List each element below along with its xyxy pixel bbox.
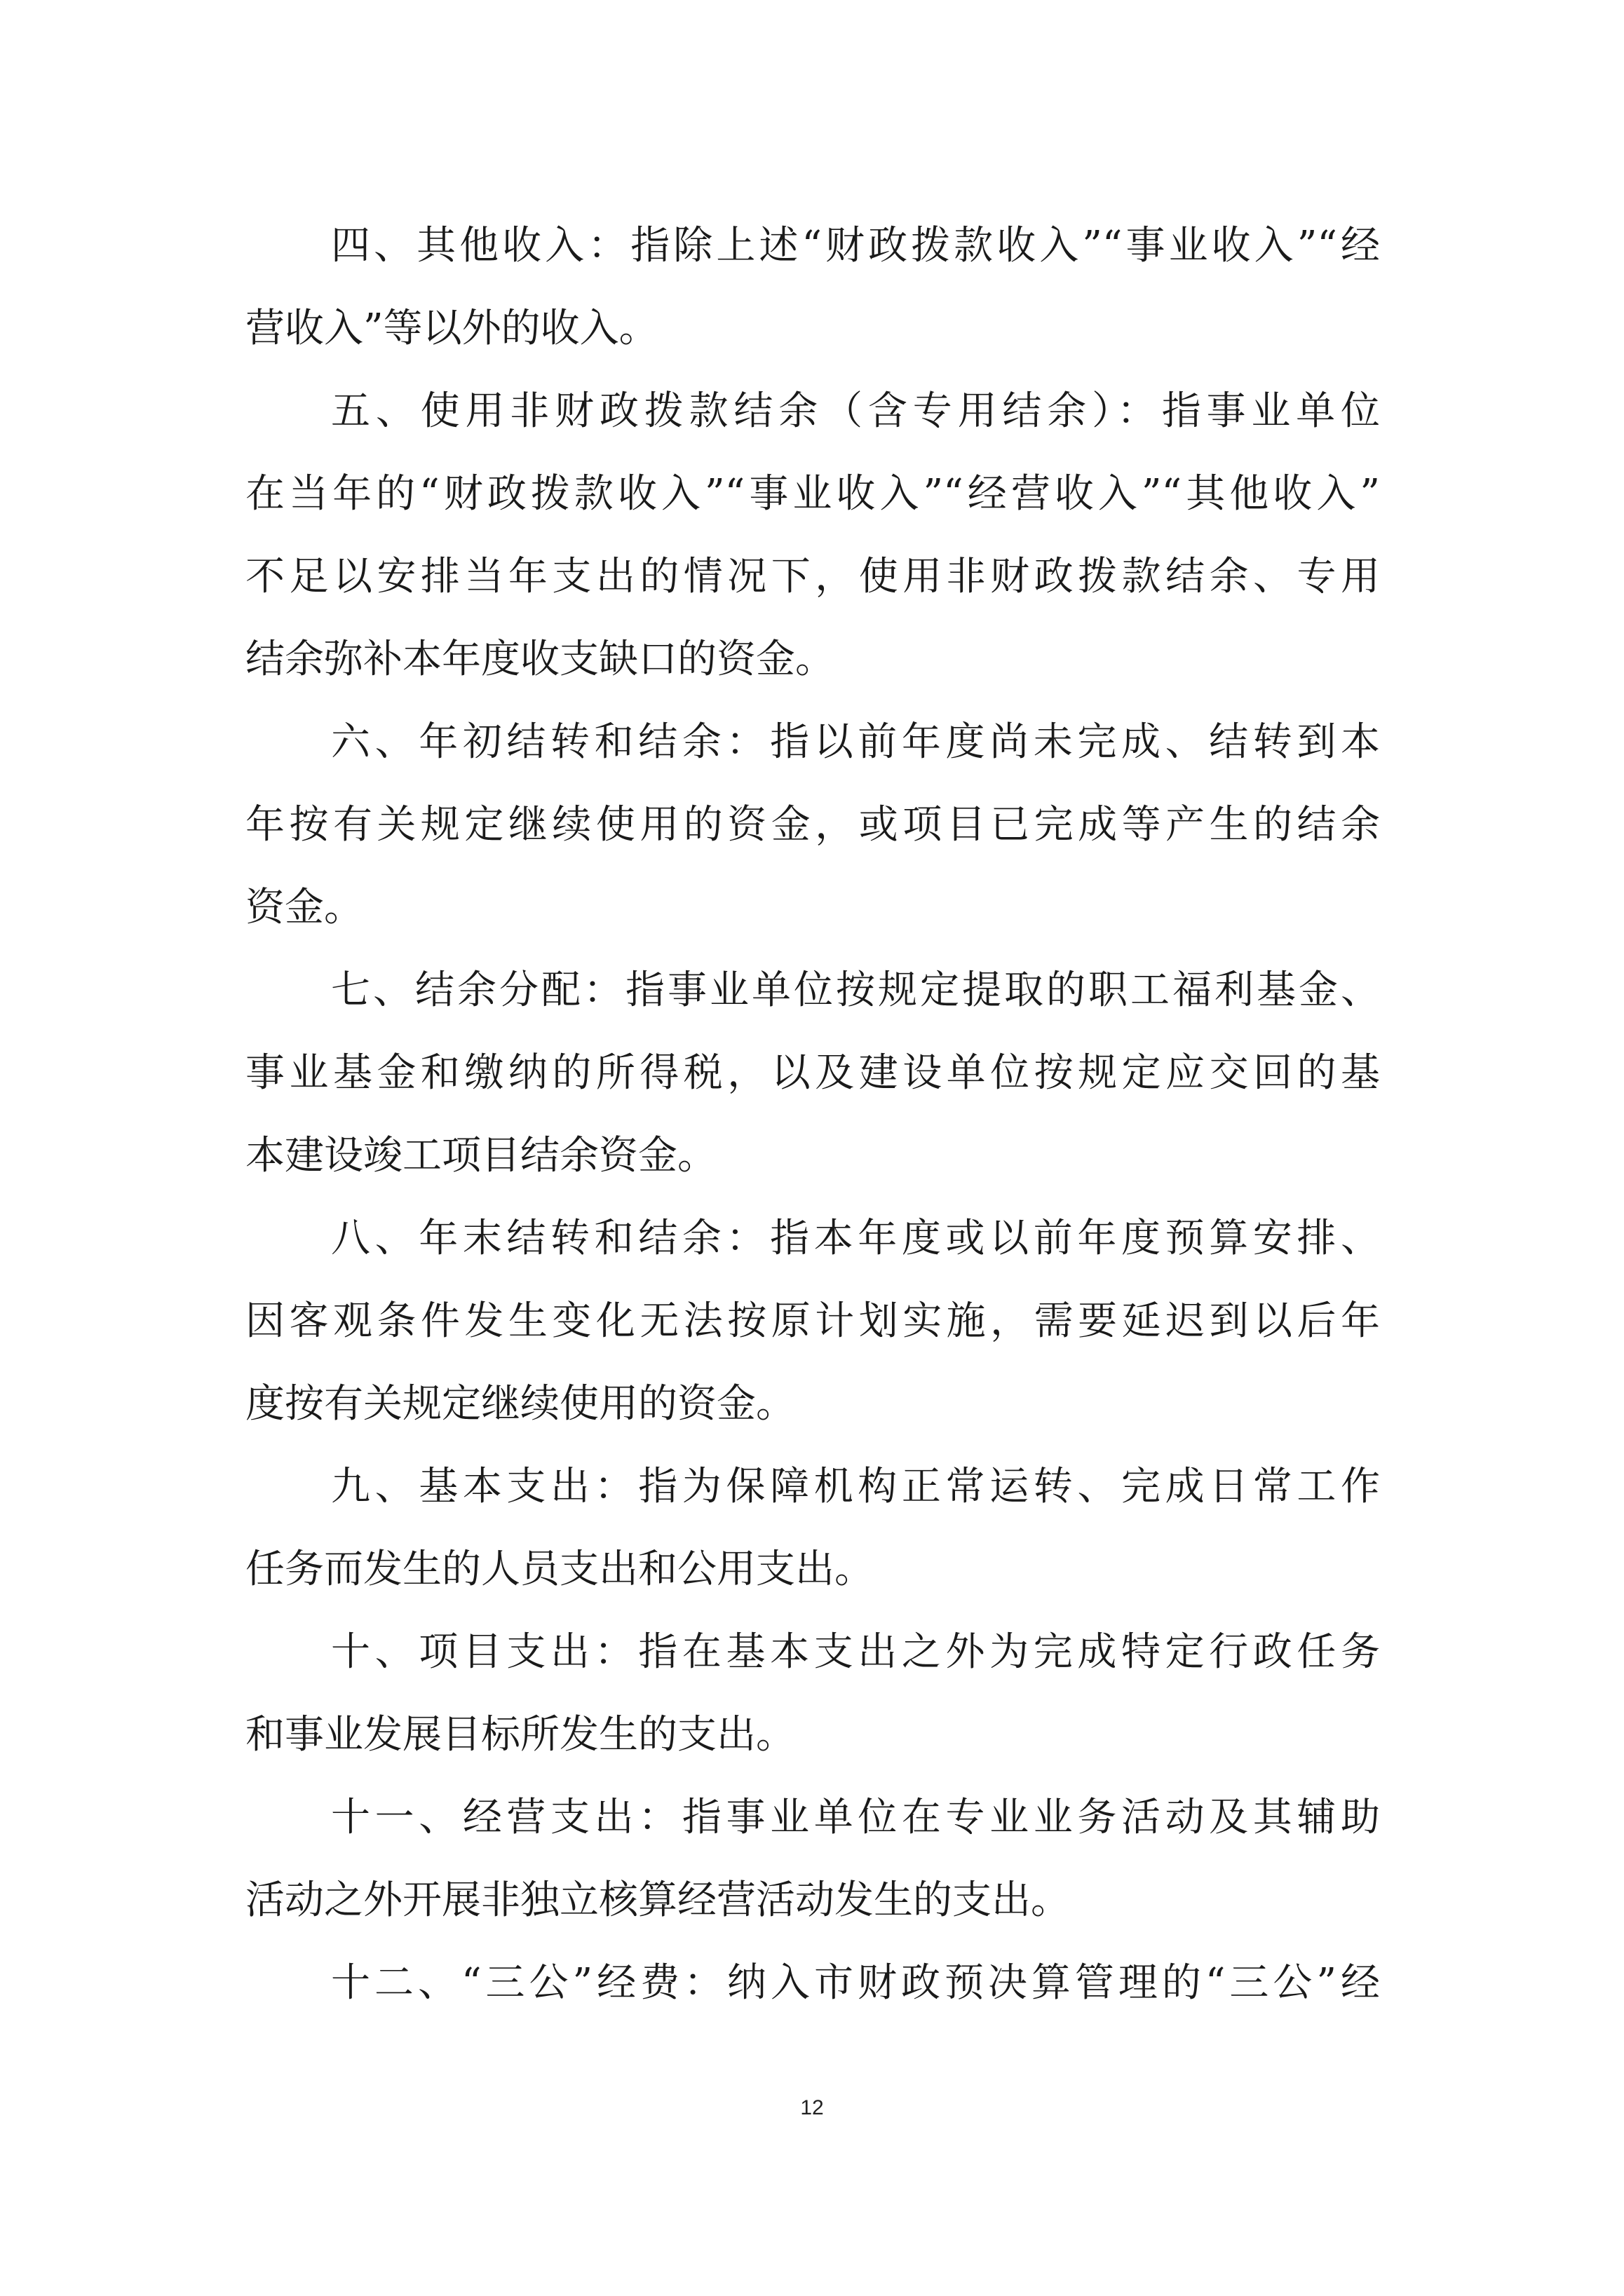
paragraph-line: 营收入”等以外的收入。 [245, 306, 658, 351]
paragraph-line: 七、结余分配：指事业单位按规定提取的职工福利基金、 [331, 967, 1380, 1013]
paragraph-line: 十二、“三公”经费：纳入市财政预决算管理的“三公”经 [331, 1960, 1380, 2006]
paragraph-line: 资金。 [245, 885, 363, 930]
paragraph-line: 本建设竣工项目结余资金。 [245, 1133, 717, 1178]
paragraph-line: 五、使用非财政拨款结余（含专用结余）：指事业单位 [331, 388, 1380, 434]
paragraph-line: 活动之外开展非独立核算经营活动发生的支出。 [245, 1877, 1070, 1923]
paragraph-line: 事业基金和缴纳的所得税，以及建设单位按规定应交回的基 [245, 1050, 1380, 1096]
paragraph-line: 结余弥补本年度收支缺口的资金。 [245, 637, 834, 682]
page-number: 12 [800, 2096, 824, 2119]
paragraph-line: 任务而发生的人员支出和公用支出。 [245, 1547, 874, 1592]
paragraph-line: 十、项目支出：指在基本支出之外为完成特定行政任务 [331, 1629, 1380, 1675]
paragraph-line: 四、其他收入：指除上述“财政拨款收入”“事业收入”“经 [331, 223, 1380, 269]
paragraph-line: 六、年初结转和结余：指以前年度尚未完成、结转到本 [331, 719, 1380, 765]
paragraph-line: 因客观条件发生变化无法按原计划实施，需要延迟到以后年 [245, 1298, 1380, 1344]
paragraph-line: 八、年末结转和结余：指本年度或以前年度预算安排、 [331, 1216, 1380, 1261]
paragraph-line: 不足以安排当年支出的情况下，使用非财政拨款结余、专用 [245, 554, 1380, 599]
body-text [245, 205, 1380, 2025]
paragraph-line: 十一、经营支出：指事业单位在专业业务活动及其辅助 [331, 1795, 1380, 1840]
paragraph-line: 和事业发展目标所发生的支出。 [245, 1712, 795, 1758]
paragraph-line: 度按有关规定继续使用的资金。 [245, 1381, 795, 1427]
paragraph-line: 在当年的“财政拨款收入”“事业收入”“经营收入”“其他收入” [245, 471, 1380, 517]
paragraph-line: 九、基本支出：指为保障机构正常运转、完成日常工作 [331, 1464, 1380, 1509]
paragraph-line: 年按有关规定继续使用的资金，或项目已完成等产生的结余 [245, 802, 1380, 848]
